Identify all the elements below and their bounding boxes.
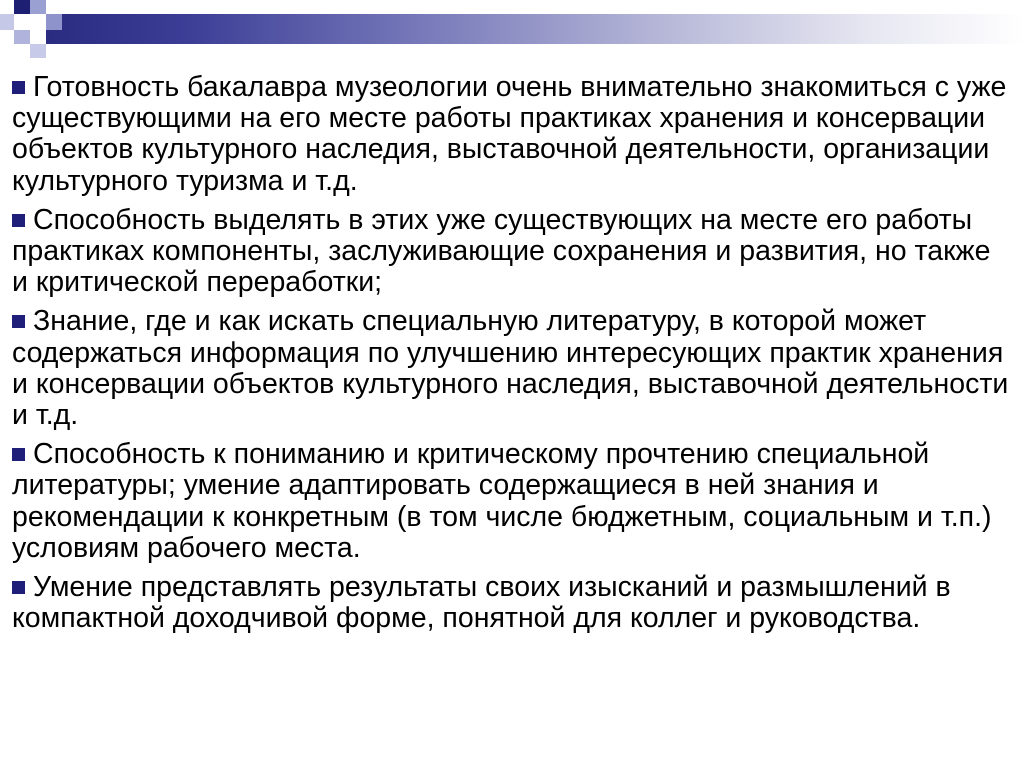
header-decoration-square bbox=[14, 0, 30, 14]
bullet-item bbox=[12, 439, 1012, 564]
header-decoration-square bbox=[30, 44, 46, 58]
bullet-text: Способность к пониманию и критическому прочтению специальной литературы; умение адаптировать содержащиеся в ней знания и рекомендации к конкретным (в том числе бюджетным, социальным и т.п.) условиям рабочего места. bbox=[12, 438, 992, 564]
bullet-item bbox=[12, 306, 1012, 431]
header-decoration-square bbox=[14, 14, 30, 30]
bullet-item bbox=[12, 572, 1012, 634]
bullet-item bbox=[12, 205, 1012, 299]
header-decoration-square bbox=[0, 0, 14, 14]
header-decoration-square bbox=[46, 14, 62, 30]
header-decoration-square bbox=[0, 14, 14, 30]
bullet-text: Знание, где и как искать специальную литературу, в которой может содержаться информация по улучшению интересующих практик хранения и консервации объектов культурного наследия, выставочной деятельности и т.д. bbox=[12, 305, 1009, 432]
header-decoration-square bbox=[14, 30, 30, 44]
square-bullet-icon bbox=[12, 315, 25, 328]
header-decoration-square bbox=[30, 14, 46, 30]
square-bullet-icon bbox=[12, 581, 25, 594]
bullet-text: Способность выделять в этих уже существующих на месте его работы практиках компоненты, заслуживающие сохранения и развития, но также и критической переработки; bbox=[12, 203, 991, 299]
header-decoration-band bbox=[0, 14, 1024, 44]
bullet-text: Умение представлять результаты своих изысканий и размышлений в компактной доходчивой форме, понятной для коллег и руководства. bbox=[12, 571, 951, 635]
bullet-text: Готовность бакалавра музеологии очень внимательно знакомиться с уже существующими на его месте работы практиках хранения и консервации объектов культурного наследия, выставочной деятельности, организации культурного туризма и т.д. bbox=[12, 71, 1007, 197]
header-decoration-square bbox=[46, 0, 62, 14]
square-bullet-icon bbox=[12, 81, 25, 94]
bullet-list bbox=[12, 72, 1012, 642]
square-bullet-icon bbox=[12, 214, 25, 227]
bullet-item bbox=[12, 72, 1012, 197]
header-decoration-square bbox=[30, 0, 46, 14]
square-bullet-icon bbox=[12, 448, 25, 461]
header-decoration-square bbox=[30, 30, 46, 44]
header-decoration-square bbox=[0, 30, 14, 44]
